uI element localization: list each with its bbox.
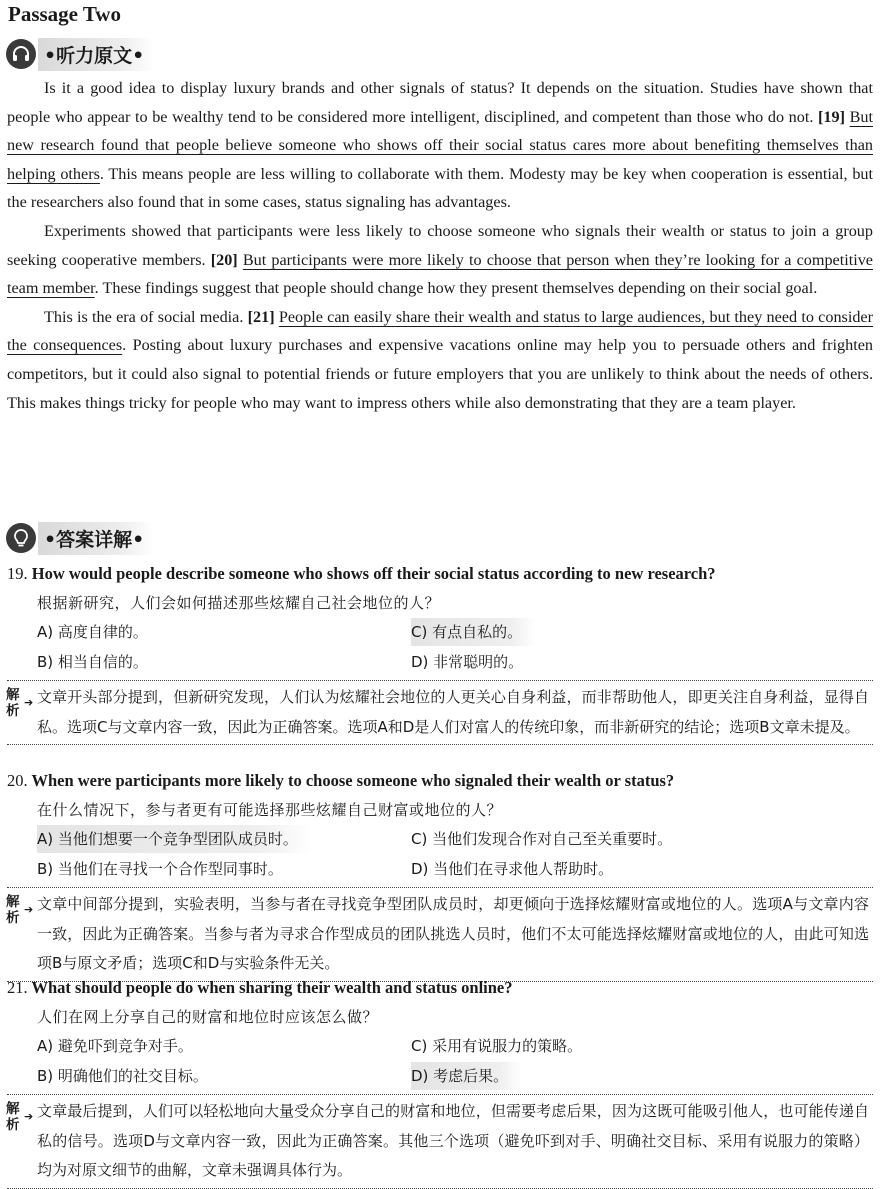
analysis-box bbox=[7, 680, 873, 745]
passage-text-run: Is it a good idea to display luxury brands and other signals of status? It depends on the situation. Studies have shown that people who appear to be wealthy tend to be considered more intelligent, disciplined, and competent than those who do not. bbox=[7, 79, 873, 126]
option-a: A) 避免吓到竞争对手。 bbox=[37, 1037, 193, 1055]
option-c: C) 有点自私的。 bbox=[411, 618, 536, 646]
passage-text bbox=[7, 74, 873, 417]
question-stem: 21. What should people do when sharing their wealth and status online? bbox=[7, 978, 513, 997]
analysis-label: 解析 bbox=[6, 894, 20, 926]
analysis-text: 文章开头部分提到，但新研究发现，人们认为炫耀社会地位的人更关心自身利益，而非帮助他人，即更关注自身利益，显得自私。选项C与文章内容一致，因此为正确答案。选项A和D是人们对富人的传统印象，而非新研究的结论；选项B文章未提及。 bbox=[37, 688, 869, 736]
question-21 bbox=[7, 974, 873, 1189]
option-c: C) 采用有说服力的策略。 bbox=[411, 1037, 583, 1055]
passage-paragraph bbox=[7, 303, 873, 417]
question-translation: 人们在网上分享自己的财富和地位时应该怎么做？ bbox=[37, 1008, 379, 1026]
answers-header bbox=[6, 522, 154, 554]
question-20 bbox=[7, 767, 873, 982]
transcript-label: •听力原文• bbox=[38, 38, 154, 71]
arrow-icon: ➔ bbox=[24, 696, 34, 709]
option-b: B) 明确他们的社交目标。 bbox=[37, 1067, 208, 1085]
options bbox=[7, 825, 873, 885]
analysis-text: 文章最后提到，人们可以轻松地向大量受众分享自己的财富和地位，但需要考虑后果，因为这既可能吸引他人，也可能传递自私的信号。选项D与文章内容一致，因此为正确答案。其他三个选项（避免吓到对手、明确社交目标、采用有说服力的策略）均为对原文细节的曲解，文章未强调具体行为。 bbox=[37, 1102, 869, 1179]
analysis-text: 文章中间部分提到，实验表明，当参与者在寻找竞争型团队成员时，却更倾向于选择炫耀财富或地位的人。选项A与文章内容一致，因此为正确答案。当参与者为寻求合作型成员的团队挑选人员时，他们不太可能选择炫耀财富或地位的人，由此可知选项B与原文矛盾；选项C和D与实验条件无关。 bbox=[37, 895, 869, 972]
question-translation: 根据新研究，人们会如何描述那些炫耀自己社会地位的人？ bbox=[37, 594, 441, 612]
option-a: A) 当他们想要一个竞争型团队成员时。 bbox=[37, 825, 312, 853]
page-title: Passage Two bbox=[8, 2, 121, 26]
passage-text-run: Experiments showed that participants were less likely to choose someone who signals their wealth or status to join a group seeking cooperative members. bbox=[7, 221, 873, 269]
key-sentence: But new research found that people believe someone who shows off their social status cares more about benefiting themselves than helping others bbox=[7, 107, 874, 183]
question-stem: 19. How would people describe someone who shows off their social status according to new research? bbox=[7, 564, 716, 583]
analysis-label: 解析 bbox=[6, 1101, 20, 1133]
passage-text-run: This is the era of social media. bbox=[44, 307, 248, 326]
option-a: A) 高度自律的。 bbox=[37, 623, 148, 641]
analysis-label: 解析 bbox=[6, 687, 20, 719]
passage-text-run: . Posting about luxury purchases and expensive vacations online may help you to persuade others and frighten competitors, but it could also signal to potential friends or future employers that you are unlikely to think about the needs of others. This makes things tricky for people who may want to impress others while also demonstrating that they are a team player. bbox=[7, 336, 873, 412]
passage-text-run: . This means people are less willing to collaborate with them. Modesty may be key when cooperation is essential, but the researchers also found that in some cases, status signaling has advantages. bbox=[7, 164, 873, 212]
key-sentence: But participants were more likely to choose that person when they’re looking for a competitive team member bbox=[7, 250, 873, 298]
headphones-icon bbox=[6, 39, 36, 69]
question-ref-tag: [20] bbox=[210, 250, 238, 269]
arrow-icon: ➔ bbox=[24, 903, 34, 916]
key-sentence: People can easily share their wealth and status to large audiences, but they need to consider the consequences bbox=[7, 307, 874, 355]
option-b: B) 当他们在寻找一个合作型同事时。 bbox=[37, 860, 283, 878]
passage-paragraph bbox=[7, 217, 873, 303]
option-d: D) 非常聪明的。 bbox=[411, 653, 524, 671]
option-c: C) 当他们发现合作对自己至关重要时。 bbox=[411, 830, 673, 848]
question-ref-tag: [19] bbox=[818, 107, 845, 126]
answers-label: •答案详解• bbox=[38, 522, 154, 555]
passage-paragraph bbox=[7, 74, 873, 217]
option-d: D) 考虑后果。 bbox=[411, 1062, 522, 1090]
options bbox=[7, 618, 873, 678]
passage-text-run: . These findings suggest that people should change how they present themselves depending on their social goal. bbox=[94, 279, 818, 298]
options bbox=[7, 1032, 873, 1092]
question-19 bbox=[7, 560, 873, 745]
analysis-box bbox=[7, 1094, 873, 1189]
lightbulb-icon bbox=[6, 523, 36, 553]
question-stem: 20. When were participants more likely to choose someone who signaled their wealth or status? bbox=[7, 771, 675, 790]
arrow-icon: ➔ bbox=[24, 1110, 34, 1123]
question-ref-tag: [21] bbox=[247, 307, 275, 326]
analysis-box bbox=[7, 887, 873, 982]
question-translation: 在什么情况下，参与者更有可能选择那些炫耀自己财富或地位的人？ bbox=[37, 801, 503, 819]
option-d: D) 当他们在寻求他人帮助时。 bbox=[411, 860, 614, 878]
transcript-header bbox=[6, 38, 154, 70]
option-b: B) 相当自信的。 bbox=[37, 653, 148, 671]
